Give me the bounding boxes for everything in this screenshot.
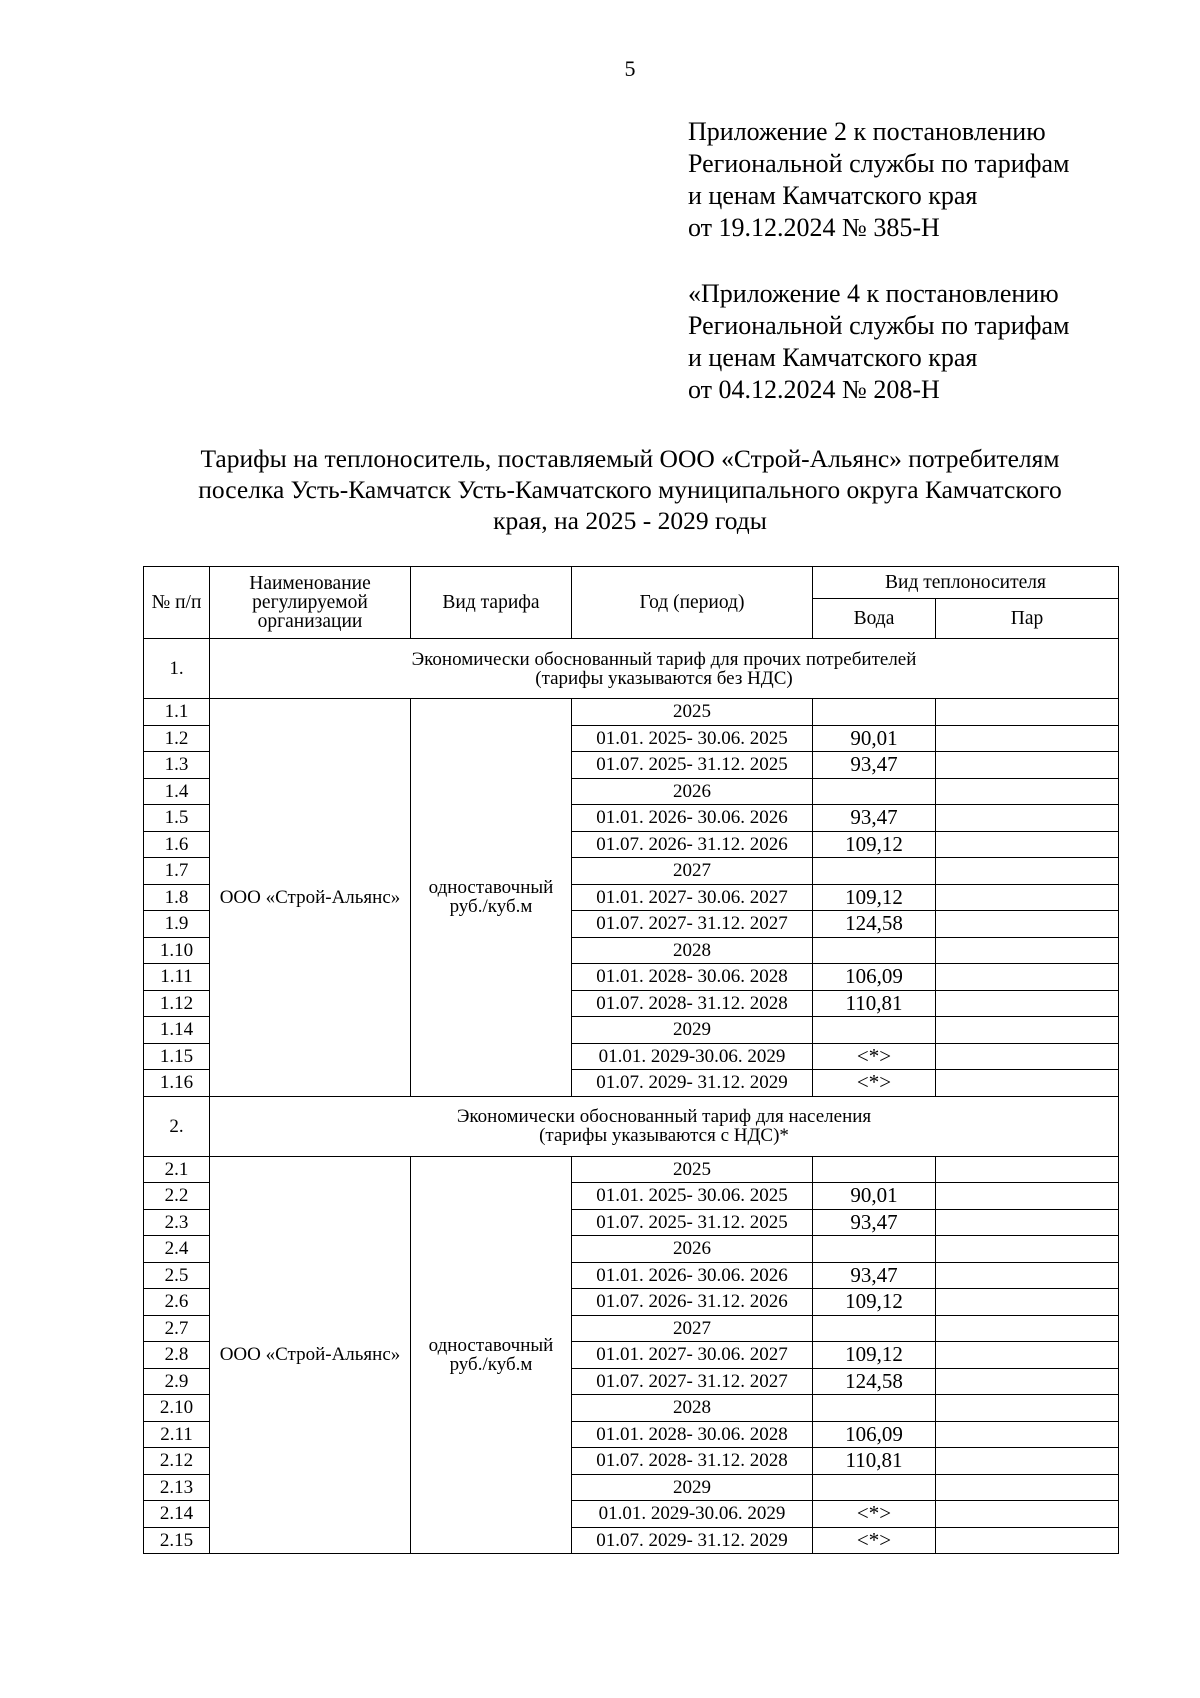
header-water: Вода [813,599,936,639]
water-value: 106,09 [813,1421,936,1448]
row-number: 2.3 [144,1209,210,1236]
row-number: 1.3 [144,752,210,779]
water-value: 124,58 [813,1368,936,1395]
page-number: 5 [624,56,636,81]
steam-value [936,964,1119,991]
row-number: 1.15 [144,1043,210,1070]
period-cell: 01.07. 2028- 31.12. 2028 [572,1448,813,1475]
section-title-line: Экономически обоснованный тариф для прочих потребителей [411,648,917,670]
period-cell: 01.07. 2026- 31.12. 2026 [572,1289,813,1316]
period-cell: 01.01. 2025- 30.06. 2025 [572,1183,813,1210]
tariff-unit-line: руб./куб.м [449,896,533,918]
appendix-line: и ценам Камчатского края [688,181,978,210]
steam-value [936,1527,1119,1554]
steam-value [936,725,1119,752]
steam-value [936,858,1119,885]
period-cell: 01.01. 2028- 30.06. 2028 [572,964,813,991]
period-cell: 2026 [572,778,813,805]
row-number: 2.15 [144,1527,210,1554]
row-number: 2.14 [144,1501,210,1528]
steam-value [936,1070,1119,1097]
period-cell: 01.07. 2025- 31.12. 2025 [572,1209,813,1236]
period-cell: 01.01. 2026- 30.06. 2026 [572,805,813,832]
period-cell: 01.07. 2027- 31.12. 2027 [572,1368,813,1395]
water-value [813,1236,936,1263]
title-line: поселка Усть-Камчатск Усть-Камчатского муниципального округа Камчатского [198,475,1062,504]
section-title-line: Экономически обоснованный тариф для населения [456,1106,872,1127]
water-value: 109,12 [813,1342,936,1369]
header-row [144,567,1119,599]
header-organization: Наименование регулируемой организации [210,567,411,639]
row-number: 2.13 [144,1474,210,1501]
row-number: 2.4 [144,1236,210,1263]
row-number: 2.10 [144,1395,210,1422]
period-cell: 01.01. 2029-30.06. 2029 [572,1501,813,1528]
row-number: 2.8 [144,1342,210,1369]
steam-value [936,911,1119,938]
period-cell: 2028 [572,1395,813,1422]
steam-value [936,1156,1119,1183]
steam-value [936,1043,1119,1070]
tariff-type-line: одноставочный [428,1334,554,1356]
tariff-type [411,699,572,1097]
section-number: 1. [144,639,210,699]
header-period: Год (период) [572,567,813,639]
row-number: 2.6 [144,1289,210,1316]
period-cell: 01.01. 2027- 30.06. 2027 [572,884,813,911]
period-cell: 01.01. 2029-30.06. 2029 [572,1043,813,1070]
steam-value [936,1183,1119,1210]
period-cell: 01.01. 2027- 30.06. 2027 [572,1342,813,1369]
water-value [813,1395,936,1422]
section-number: 2. [144,1096,210,1156]
appendix-line: «Приложение 4 к постановлению [688,279,1059,308]
period-cell: 01.01. 2028- 30.06. 2028 [572,1421,813,1448]
period-cell: 2029 [572,1474,813,1501]
water-value [813,1474,936,1501]
water-value: <*> [813,1527,936,1554]
row-number: 2.1 [144,1156,210,1183]
table-row [144,1156,1119,1183]
period-cell: 2028 [572,937,813,964]
row-number: 1.16 [144,1070,210,1097]
header-heat-carrier: Вид теплоносителя [813,567,1119,599]
section-title-line: (тарифы указываются без НДС) [535,667,793,689]
water-value [813,937,936,964]
water-value [813,858,936,885]
steam-value [936,805,1119,832]
tariff-table [143,566,1119,1554]
period-cell: 2027 [572,858,813,885]
water-value: 93,47 [813,805,936,832]
row-number: 2.7 [144,1315,210,1342]
water-value: 109,12 [813,884,936,911]
row-number: 1.11 [144,964,210,991]
organization-name: ООО «Строй-Альянс» [210,1156,411,1554]
row-number: 1.4 [144,778,210,805]
water-value: <*> [813,1070,936,1097]
steam-value [936,699,1119,726]
row-number: 1.14 [144,1017,210,1044]
row-number: 2.2 [144,1183,210,1210]
period-cell: 2025 [572,699,813,726]
row-number: 1.2 [144,725,210,752]
period-cell: 01.01. 2025- 30.06. 2025 [572,725,813,752]
period-cell: 2027 [572,1315,813,1342]
steam-value [936,1017,1119,1044]
header-number: № п/п [144,567,210,639]
steam-value [936,1474,1119,1501]
tariff-type-line: одноставочный [428,877,554,899]
steam-value [936,937,1119,964]
period-cell: 2026 [572,1236,813,1263]
water-value: 90,01 [813,725,936,752]
steam-value [936,1421,1119,1448]
appendix-reference-current [688,116,1188,244]
water-value [813,1315,936,1342]
steam-value [936,1368,1119,1395]
steam-value [936,831,1119,858]
title-line: края, на 2025 - 2029 годы [493,506,767,535]
water-value: 93,47 [813,1209,936,1236]
row-number: 2.9 [144,1368,210,1395]
period-cell: 01.01. 2026- 30.06. 2026 [572,1262,813,1289]
tariff-unit-line: руб./куб.м [449,1353,533,1375]
row-number: 1.12 [144,990,210,1017]
water-value [813,699,936,726]
row-number: 1.5 [144,805,210,832]
section-title-line: (тарифы указываются с НДС)* [539,1125,789,1146]
steam-value [936,1315,1119,1342]
appendix-line: от 04.12.2024 № 208-Н [688,375,940,404]
row-number: 1.1 [144,699,210,726]
steam-value [936,884,1119,911]
water-value: <*> [813,1501,936,1528]
row-number: 2.12 [144,1448,210,1475]
appendix-line: Региональной службы по тарифам [688,311,1070,340]
steam-value [936,1236,1119,1263]
steam-value [936,1289,1119,1316]
period-cell: 01.07. 2029- 31.12. 2029 [572,1527,813,1554]
steam-value [936,1262,1119,1289]
appendix-reference-amended [688,278,1188,406]
steam-value [936,990,1119,1017]
appendix-line: от 19.12.2024 № 385-Н [688,213,940,242]
section-title [210,639,1119,699]
appendix-line: и ценам Камчатского края [688,343,978,372]
water-value: 93,47 [813,1262,936,1289]
water-value: 109,12 [813,1289,936,1316]
steam-value [936,1501,1119,1528]
tariff-table-body [144,567,1119,1554]
row-number: 1.9 [144,911,210,938]
water-value: 110,81 [813,1448,936,1475]
steam-value [936,752,1119,779]
appendix-line: Региональной службы по тарифам [688,149,1070,178]
document-title [140,443,1120,536]
title-line: Тарифы на теплоноситель, поставляемый ООО «Строй-Альянс» потребителям [200,444,1060,473]
table-row [144,699,1119,726]
period-cell: 01.07. 2029- 31.12. 2029 [572,1070,813,1097]
period-cell: 01.07. 2026- 31.12. 2026 [572,831,813,858]
steam-value [936,1395,1119,1422]
row-number: 1.7 [144,858,210,885]
water-value [813,1017,936,1044]
steam-value [936,1342,1119,1369]
steam-value [936,1209,1119,1236]
appendix-line: Приложение 2 к постановлению [688,117,1046,146]
water-value: 90,01 [813,1183,936,1210]
period-cell: 2029 [572,1017,813,1044]
period-cell: 01.07. 2028- 31.12. 2028 [572,990,813,1017]
row-number: 1.6 [144,831,210,858]
row-number: 1.10 [144,937,210,964]
water-value: 110,81 [813,990,936,1017]
tariff-type [411,1156,572,1554]
section-header-row [144,639,1119,699]
row-number: 1.8 [144,884,210,911]
header-tariff-type: Вид тарифа [411,567,572,639]
period-cell: 01.07. 2025- 31.12. 2025 [572,752,813,779]
water-value: 106,09 [813,964,936,991]
water-value [813,1156,936,1183]
section-header-row [144,1096,1119,1156]
period-cell: 2025 [572,1156,813,1183]
organization-name: ООО «Строй-Альянс» [210,699,411,1097]
row-number: 2.5 [144,1262,210,1289]
period-cell: 01.07. 2027- 31.12. 2027 [572,911,813,938]
header-steam: Пар [936,599,1119,639]
steam-value [936,778,1119,805]
steam-value [936,1448,1119,1475]
water-value: 109,12 [813,831,936,858]
water-value [813,778,936,805]
water-value: 124,58 [813,911,936,938]
section-title [210,1096,1119,1156]
row-number: 2.11 [144,1421,210,1448]
water-value: 93,47 [813,752,936,779]
water-value: <*> [813,1043,936,1070]
